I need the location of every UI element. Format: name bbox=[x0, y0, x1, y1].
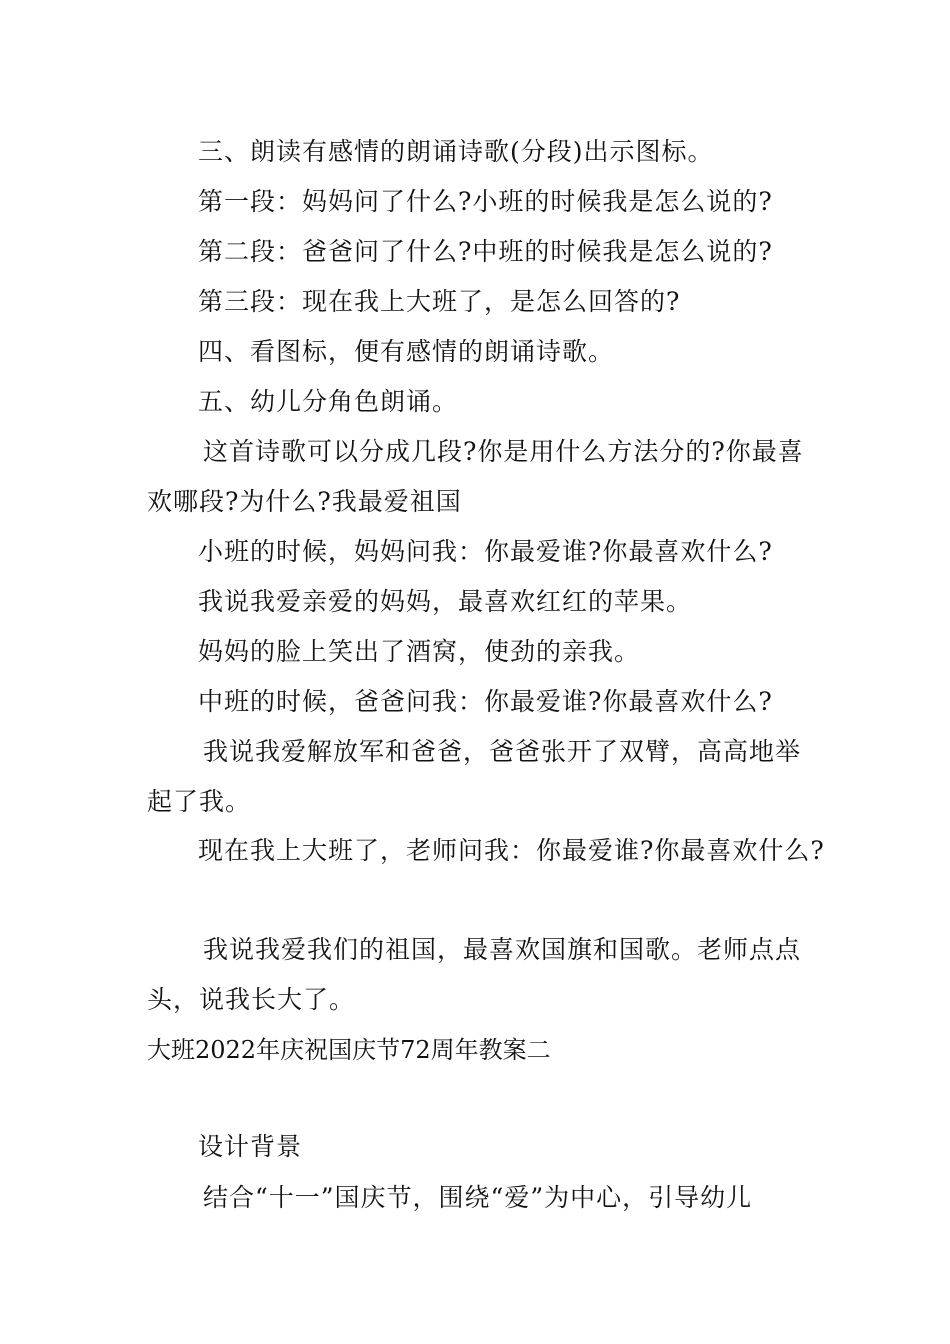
poem-line-3: 妈妈的脸上笑出了酒窝，使劲的亲我。 bbox=[198, 637, 641, 666]
poem-line-7-continued: 头，说我长大了。 bbox=[147, 985, 356, 1014]
paragraph-third-section: 第三段：现在我上大班了，是怎么回答的? bbox=[198, 287, 681, 316]
lesson-plan-title: 大班2022年庆祝国庆节72周年教案二 bbox=[147, 1036, 551, 1064]
poem-line-6: 现在我上大班了，老师问我：你最爱谁?你最喜欢什么? bbox=[198, 836, 825, 865]
question-paragraph-line-1: 这首诗歌可以分成几段?你是用什么方法分的?你最喜 bbox=[203, 437, 804, 466]
paragraph-second-section: 第二段：爸爸问了什么?中班的时候我是怎么说的? bbox=[198, 237, 773, 266]
poem-line-2: 我说我爱亲爱的妈妈，最喜欢红红的苹果。 bbox=[198, 587, 693, 616]
poem-line-4: 中班的时候，爸爸问我：你最爱谁?你最喜欢什么? bbox=[198, 687, 773, 716]
poem-line-1: 小班的时候，妈妈问我：你最爱谁?你最喜欢什么? bbox=[198, 537, 773, 566]
paragraph-first-section: 第一段：妈妈问了什么?小班的时候我是怎么说的? bbox=[198, 187, 773, 216]
poem-line-5: 我说我爱解放军和爸爸，爸爸张开了双臂，高高地举 bbox=[203, 737, 802, 766]
section-three-heading: 三、朗读有感情的朗诵诗歌(分段)出示图标。 bbox=[198, 137, 714, 166]
poem-line-7: 我说我爱我们的祖国，最喜欢国旗和国歌。老师点点 bbox=[203, 935, 802, 964]
question-paragraph-line-2: 欢哪段?为什么?我最爱祖国 bbox=[147, 487, 462, 516]
design-background-heading: 设计背景 bbox=[198, 1132, 303, 1161]
section-four-heading: 四、看图标，便有感情的朗诵诗歌。 bbox=[198, 337, 615, 366]
design-background-paragraph: 结合“十一”国庆节，围绕“爱”为中心，引导幼儿 bbox=[203, 1183, 753, 1212]
poem-line-5-continued: 起了我。 bbox=[147, 787, 252, 816]
section-five-heading: 五、幼儿分角色朗诵。 bbox=[198, 387, 459, 416]
